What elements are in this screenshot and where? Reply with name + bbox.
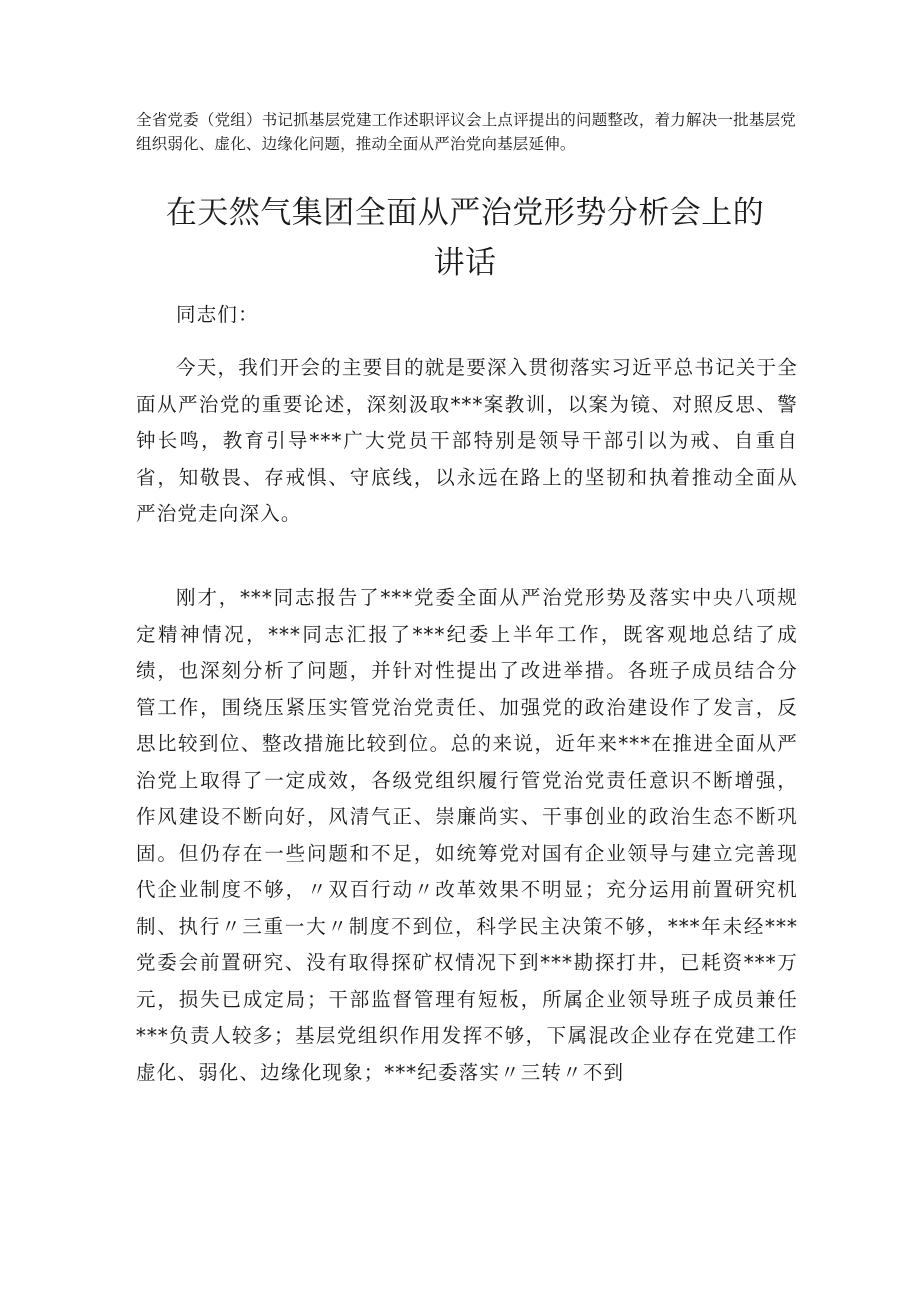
- body-paragraph-1: [136, 350, 798, 533]
- intro-paragraph: [136, 108, 796, 156]
- intro-text: 全省党委（党组）书记抓基层党建工作述职评议会上点评提出的问题整改，着力解决一批基层党组织弱化、虚化、边缘化问题，推动全面从严治党向基层延伸。: [136, 111, 796, 153]
- paragraph-text: 刚才，***同志报告了***党委全面从严治党形势及落实中央八项规定精神情况，***同志汇报了***纪委上半年工作，既客观地总结了成绩，也深刻分析了问题，并针对性提出了改进举措。各班子成员结合分管工作，围绕压紧压实管党治党责任、加强党的政治建设作了发言，反思比较到位、整改措施比较到位。总的来说，近年来***在推进全面从严治党上取得了一定成效，各级党组织履行管党治党责任意识不断增强，作风建设不断向好，风清气正、崇廉尚实、干事创业的政治生态不断巩固。但仍存在一些问题和不足，如统筹党对国有企业领导与建立完善现代企业制度不够，〃双百行动〃改革效果不明显；充分运用前置研究机制、执行〃三重一大〃制度不到位，科学民主决策不够，***年未经***党委会前置研究、没有取得探矿权情况下到***勘探打井，已耗资***万元，损失已成定局；干部监督管理有短板，所属企业领导班子成员兼任***负责人较多；基层党组织作用发挥不够，下属混改企业存在党建工作虚化、弱化、边缘化现象；***纪委落实〃三转〃不到: [136, 586, 798, 1084]
- speech-title: [120, 188, 810, 288]
- title-line-1: 在天然气集团全面从严治党形势分析会上的: [165, 195, 765, 231]
- title-line-2: 讲话: [433, 245, 497, 281]
- greeting-text: 同志们：: [176, 303, 259, 326]
- body-paragraph-2: [136, 580, 798, 1091]
- paragraph-text: 今天，我们开会的主要目的就是要深入贯彻落实习近平总书记关于全面从严治党的重要论述，深刻汲取***案教训，以案为镜、对照反思、警钟长鸣，教育引导***广大党员干部特别是领导干部引以为戒、自重自省，知敬畏、存戒惧、守底线，以永远在路上的坚韧和执着推动全面从严治党走向深入。: [136, 356, 798, 525]
- greeting: [136, 297, 798, 334]
